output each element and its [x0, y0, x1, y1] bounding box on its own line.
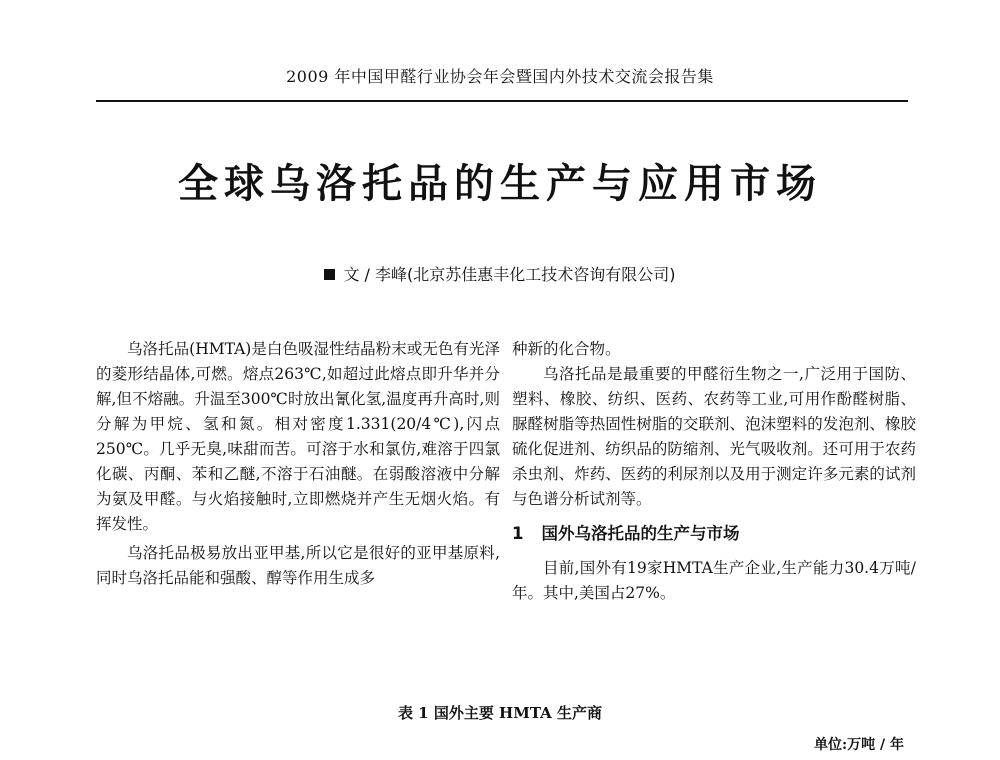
running-header: 2009 年中国甲醛行业协会年会暨国内外技术交流会报告集 — [286, 67, 714, 86]
paragraph: 乌洛托品是最重要的甲醛衍生物之一,广泛用于国防、塑料、橡胶、纺织、医药、农药等工业,可用作酚醛树脂、脲醛树脂等热固性树脂的交联剂、泡沫塑料的发泡剂、橡胶硫化促进剂、纺织品的防缩剂、光气吸收剂。还可用于农药杀虫剂、炸药、医药的利尿剂以及用于测定许多元素的试剂与色谱分析试剂等。 — [512, 365, 916, 508]
header-rule — [96, 100, 908, 102]
right-column — [512, 337, 916, 606]
author-text: 文 / 李峰(北京苏佳惠丰化工技术咨询有限公司) — [343, 265, 676, 284]
paragraph: 乌洛托品(HMTA)是白色吸湿性结晶粉末或无色有光泽的菱形结晶体,可燃。熔点263℃,如超过此熔点即升华并分解,但不熔融。升温至300℃时放出氰化氢,温度再升高时,则分解为甲烷、氢和氮。相对密度1.331(20/4℃),闪点250℃。几乎无臭,味甜而苦。可溶于水和氯仿,难溶于四氯化碳、丙酮、苯和乙醚,不溶于石油醚。在弱酸溶液中分解为氨及甲醛。与火焰接触时,立即燃烧并产生无烟火焰。有挥发性。 — [96, 340, 500, 533]
article-title: 全球乌洛托品的生产与应用市场 — [178, 160, 822, 207]
left-column — [96, 337, 500, 591]
paragraph: 目前,国外有19家HMTA生产企业,生产能力30.4万吨/年。其中,美国占27%。 — [512, 559, 916, 602]
table-unit: 单位:万吨 / 年 — [813, 737, 904, 753]
paragraph-continuation: 种新的化合物。 — [512, 340, 621, 358]
section-number: 1 — [512, 524, 524, 543]
author-line — [0, 262, 1000, 285]
section-heading — [512, 521, 916, 546]
paragraph: 乌洛托品极易放出亚甲基,所以它是很好的亚甲基原料,同时乌洛托品能和强酸、醇等作用生成多 — [96, 544, 500, 587]
section-title: 国外乌洛托品的生产与市场 — [541, 524, 740, 543]
table-caption: 表 1 国外主要 HMTA 生产商 — [397, 704, 603, 722]
square-bullet-icon — [324, 269, 335, 280]
